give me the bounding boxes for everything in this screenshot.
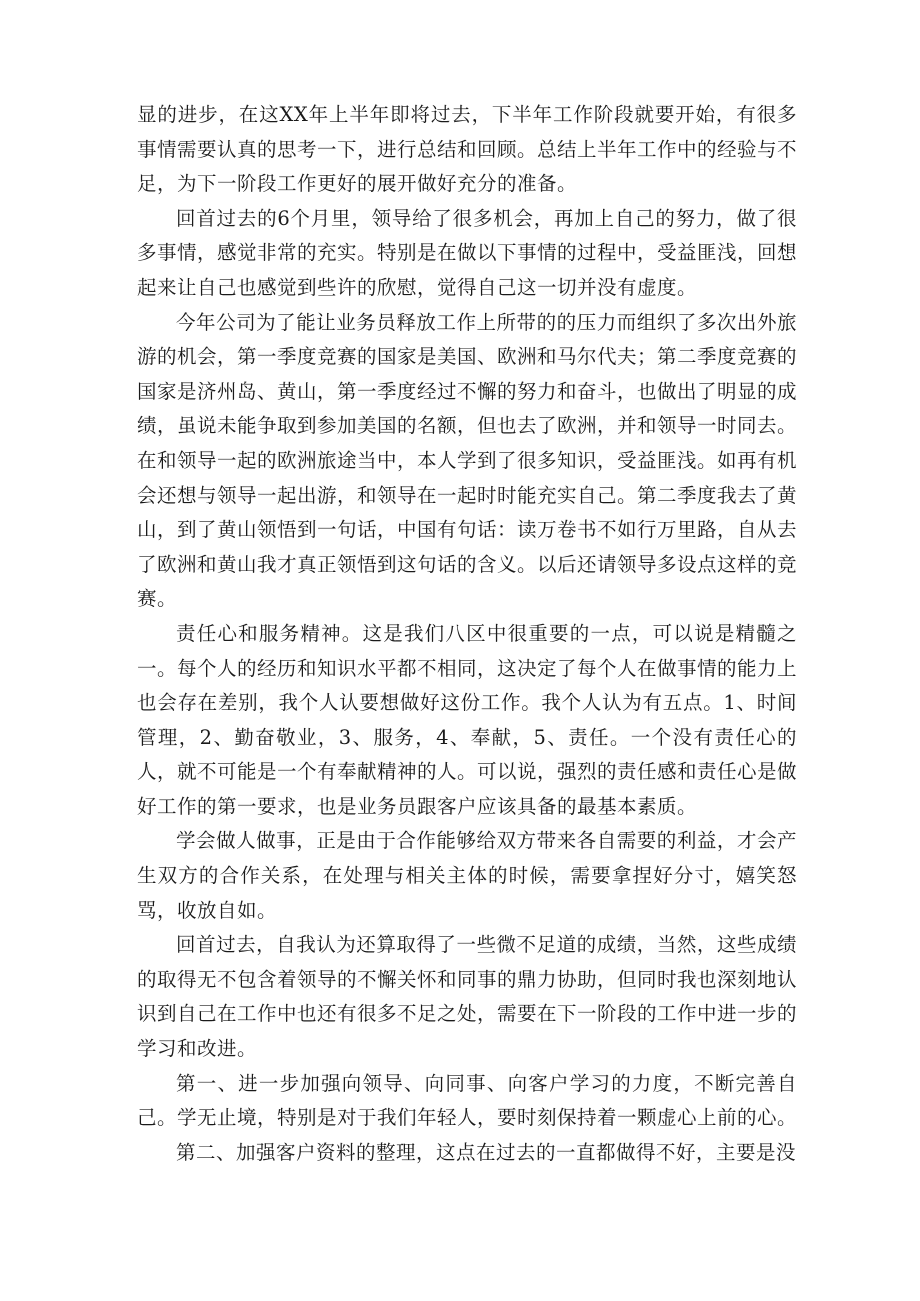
paragraph-point-one: 第一、进一步加强向领导、向同事、向客户学习的力度，不断完善自己。学无止境，特别是对于我们年轻人，要时刻保持着一颗虚心上前的心。 — [137, 1071, 798, 1130]
paragraph-company-trips: 今年公司为了能让业务员释放工作上所带的的压力而组织了多次出外旅游的机会，第一季度竞赛的国家是美国、欧洲和马尔代夫；第二季度竞赛的国家是济州岛、黄山，第一季度经过不懈的努力和奋斗，也做出了明显的成绩，虽说未能争取到参加美国的名额，但也去了欧洲，并和领导一时同去。在和领导一起的欧洲旅途当中，本人学到了很多知识，受益匪浅。如再有机会还想与领导一起出游，和领导在一起时时能充实自己。第二季度我去了黄山，到了黄山领悟到一句话，中国有句话：读万卷书不如行万里路，自从去了欧洲和黄山我才真正领悟到这句话的含义。以后还请领导多设点这样的竞赛。 — [137, 310, 798, 611]
paragraph-look-back: 回首过去，自我认为还算取得了一些微不足道的成绩，当然，这些成绩的取得无不包含着领导的不懈关怀和同事的鼎力协助，但同时我也深刻地认识到自己在工作中也还有很多不足之处，需要在下一阶段的工作中进一步的学习和改进。 — [137, 933, 798, 1061]
paragraph-point-two: 第二、加强客户资料的整理，这点在过去的一直都做得不好，主要是没 — [176, 1140, 797, 1164]
paragraph-learn-conduct: 学会做人做事，正是由于合作能够给双方带来各自需要的利益，才会产生双方的合作关系，在处理与相关主体的时候，需要拿捏好分寸，嬉笑怒骂，收放自如。 — [137, 829, 797, 922]
paragraph-review-six-months: 回首过去的6个月里，领导给了很多机会，再加上自己的努力，做了很多事情，感觉非常的充实。特别是在做以下事情的过程中，受益匪浅，回想起来让自己也感觉到些许的欣慰，觉得自己这一切并没有虚度。 — [137, 206, 798, 299]
document-body — [137, 98, 797, 1170]
paragraph-responsibility: 责任心和服务精神。这是我们八区中很重要的一点，可以说是精髓之一。每个人的经历和知识水平都不相同，这决定了每个人在做事情的能力上也会存在差别，我个人认要想做好这份工作。我个人认为有五点。1、时间管理，2、勤奋敬业，3、服务，4、奉献，5、责任。一个没有责任心的人，就不可能是一个有奉献精神的人。可以说，强烈的责任感和责任心是做好工作的第一要求，也是业务员跟客户应该具备的最基本素质。 — [137, 621, 798, 818]
paragraph-continuation: 显的进步，在这XX年上半年即将过去，下半年工作阶段就要开始，有很多事情需要认真的思考一下，进行总结和回顾。总结上半年工作中的经验与不足，为下一阶段工作更好的展开做好充分的准备。 — [137, 103, 798, 196]
